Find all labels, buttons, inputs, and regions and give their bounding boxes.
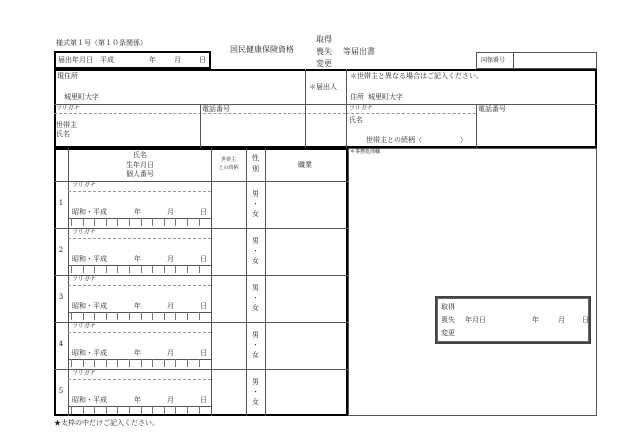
id-digit-divider (117, 218, 118, 226)
member-dob-day: 日 (200, 349, 207, 357)
col-name: 氏名 (133, 151, 147, 159)
member-dob-month: 月 (167, 208, 174, 216)
id-digit-divider (152, 265, 153, 273)
reporter-relation-close: ） (460, 136, 467, 144)
id-digit-divider (152, 406, 153, 414)
member-furigana-label: フリガナ (72, 182, 96, 189)
reporter-mark: ＊届出人 (309, 83, 337, 91)
id-digit-divider (83, 312, 84, 320)
member-dob-year: 年 (134, 208, 141, 216)
id-digit-divider (141, 218, 142, 226)
id-digit-divider (106, 312, 107, 320)
col-id: 個人番号 (126, 170, 154, 178)
id-digit-divider (187, 312, 188, 320)
member-dob-day: 日 (200, 208, 207, 216)
member-furigana-label: フリガナ (72, 370, 96, 377)
id-digit-divider (152, 218, 153, 226)
title-option-change: 変更 (316, 59, 332, 68)
id-digit-divider (175, 312, 176, 320)
member-dob-month: 月 (167, 349, 174, 357)
reporter-note: ＊世帯主と異なる場合はご記入ください。 (350, 72, 483, 80)
office-note: ＊事務処理欄 (350, 149, 381, 155)
office-month: 月 (558, 316, 565, 324)
report-date-label: 届出年月日 (58, 56, 93, 64)
id-digit-divider (129, 359, 130, 367)
id-digit-divider (152, 359, 153, 367)
id-digit-divider (199, 406, 200, 414)
id-digit-divider (117, 359, 118, 367)
member-sex-female[interactable]: 女 (252, 398, 259, 406)
member-dob-era: 昭和・平成 (72, 396, 107, 404)
id-digit-divider (175, 265, 176, 273)
member-sex-dot: ・ (252, 388, 259, 396)
id-digit-divider (94, 265, 95, 273)
office-date-label: 年月日 (465, 316, 486, 324)
report-date-year: 年 (149, 56, 156, 64)
member-number: 2 (58, 246, 64, 254)
member-number: 1 (58, 199, 64, 207)
member-number: 5 (58, 387, 64, 395)
member-sex-dot: ・ (252, 341, 259, 349)
id-digit-divider (117, 265, 118, 273)
applicant-section[interactable] (54, 69, 597, 148)
id-digit-divider (199, 312, 200, 320)
member-dob-month: 月 (167, 255, 174, 263)
member-sex-male[interactable]: 男 (252, 284, 259, 292)
member-furigana-label: フリガナ (72, 276, 96, 283)
member-sex-dot: ・ (252, 247, 259, 255)
id-digit-divider (175, 406, 176, 414)
id-digit-divider (106, 406, 107, 414)
id-digit-divider (71, 265, 72, 273)
col-dob: 生年月日 (126, 161, 154, 169)
member-dob-day: 日 (200, 396, 207, 404)
reporter-furigana-label: フリガナ (349, 105, 373, 112)
id-digit-divider (175, 359, 176, 367)
id-digit-divider (94, 406, 95, 414)
head-label: 世帯主 (56, 121, 77, 129)
col-sex-2: 別 (252, 165, 259, 173)
member-dob-year: 年 (134, 255, 141, 263)
id-digit-divider (83, 359, 84, 367)
id-digit-divider (71, 312, 72, 320)
reporter-phone-label: 電話番号 (478, 105, 506, 113)
office-year: 年 (532, 316, 539, 324)
member-dob-era: 昭和・平成 (72, 208, 107, 216)
id-digit-divider (106, 359, 107, 367)
id-digit-divider (106, 218, 107, 226)
id-digit-divider (83, 218, 84, 226)
insurance-number-label: 国保番号 (481, 57, 506, 64)
report-date-era: 平成 (100, 56, 114, 64)
id-digit-divider (83, 406, 84, 414)
member-dob-year: 年 (134, 302, 141, 310)
id-digit-divider (71, 406, 72, 414)
member-dob-month: 月 (167, 396, 174, 404)
id-digit-divider (187, 406, 188, 414)
head-name-label: 氏名 (56, 130, 70, 138)
member-sex-male[interactable]: 男 (252, 378, 259, 386)
col-occupation: 職業 (298, 161, 312, 169)
member-dob-day: 日 (200, 302, 207, 310)
id-digit-divider (175, 218, 176, 226)
report-date-month: 月 (174, 56, 181, 64)
id-digit-divider (106, 265, 107, 273)
id-digit-divider (187, 359, 188, 367)
office-opt-change: 変更 (441, 329, 455, 337)
id-digit-divider (129, 218, 130, 226)
id-digit-divider (164, 265, 165, 273)
footer-note: ★太枠の中だけご記入ください。 (54, 419, 159, 427)
reporter-address-label: 住所 (350, 93, 364, 101)
member-sex-female[interactable]: 女 (252, 351, 259, 359)
id-digit-divider (152, 312, 153, 320)
form-title: 国民健康保険資格 (230, 45, 294, 54)
id-digit-divider (94, 312, 95, 320)
head-furigana-label: フリガナ (56, 105, 80, 112)
member-dob-era: 昭和・平成 (72, 302, 107, 310)
member-sex-dot: ・ (252, 200, 259, 208)
id-digit-divider (199, 265, 200, 273)
id-digit-divider (141, 312, 142, 320)
address-label: 現住所 (57, 72, 78, 80)
member-dob-year: 年 (134, 349, 141, 357)
head-phone-label: 電話番号 (202, 105, 230, 113)
id-digit-divider (164, 406, 165, 414)
id-digit-divider (71, 359, 72, 367)
member-furigana-label: フリガナ (72, 323, 96, 330)
report-date-day: 日 (199, 56, 206, 64)
member-sex-female[interactable]: 女 (252, 210, 259, 218)
id-digit-divider (129, 406, 130, 414)
id-digit-divider (129, 312, 130, 320)
reporter-relation-label: 世帯主との続柄（ (366, 136, 422, 144)
id-digit-divider (129, 265, 130, 273)
id-digit-divider (117, 406, 118, 414)
member-dob-year: 年 (134, 396, 141, 404)
member-sex-female[interactable]: 女 (252, 257, 259, 265)
id-digit-divider (141, 406, 142, 414)
id-digit-divider (117, 312, 118, 320)
id-digit-divider (94, 218, 95, 226)
id-digit-divider (83, 265, 84, 273)
address-value[interactable]: 城里町大字 (64, 93, 99, 101)
office-opt-lose: 喪失 (441, 316, 455, 324)
id-digit-divider (94, 359, 95, 367)
id-digit-divider (199, 218, 200, 226)
col-sex-1: 性 (252, 154, 259, 162)
member-number: 4 (58, 340, 64, 348)
office-area (348, 148, 597, 416)
member-dob-era: 昭和・平成 (72, 349, 107, 357)
office-day: 日 (582, 316, 589, 324)
member-sex-male[interactable]: 男 (252, 237, 259, 245)
id-digit-divider (164, 359, 165, 367)
reporter-address-value[interactable]: 城里町大字 (368, 93, 403, 101)
member-furigana-label: フリガナ (72, 229, 96, 236)
id-digit-divider (199, 359, 200, 367)
member-dob-day: 日 (200, 255, 207, 263)
member-sex-dot: ・ (252, 294, 259, 302)
id-digit-divider (141, 265, 142, 273)
reporter-name-label: 氏名 (349, 116, 363, 124)
id-digit-divider (187, 265, 188, 273)
id-digit-divider (164, 218, 165, 226)
id-digit-divider (187, 218, 188, 226)
id-digit-divider (71, 218, 72, 226)
member-sex-male[interactable]: 男 (252, 190, 259, 198)
col-relation-1: 世帯主 (220, 157, 236, 163)
title-option-acquire: 取得 (316, 35, 332, 44)
form-id: 様式第１号（第１０条関係） (56, 39, 147, 47)
id-digit-divider (141, 359, 142, 367)
member-sex-female[interactable]: 女 (252, 304, 259, 312)
member-dob-month: 月 (167, 302, 174, 310)
member-sex-male[interactable]: 男 (252, 331, 259, 339)
member-number: 3 (58, 293, 64, 301)
members-table[interactable] (54, 148, 348, 416)
office-opt-acquire: 取得 (441, 303, 455, 311)
title-suffix: 等届出書 (343, 47, 375, 56)
col-relation-2: との続柄 (218, 165, 239, 171)
title-option-lose: 喪失 (316, 47, 332, 56)
member-dob-era: 昭和・平成 (72, 255, 107, 263)
id-digit-divider (164, 312, 165, 320)
